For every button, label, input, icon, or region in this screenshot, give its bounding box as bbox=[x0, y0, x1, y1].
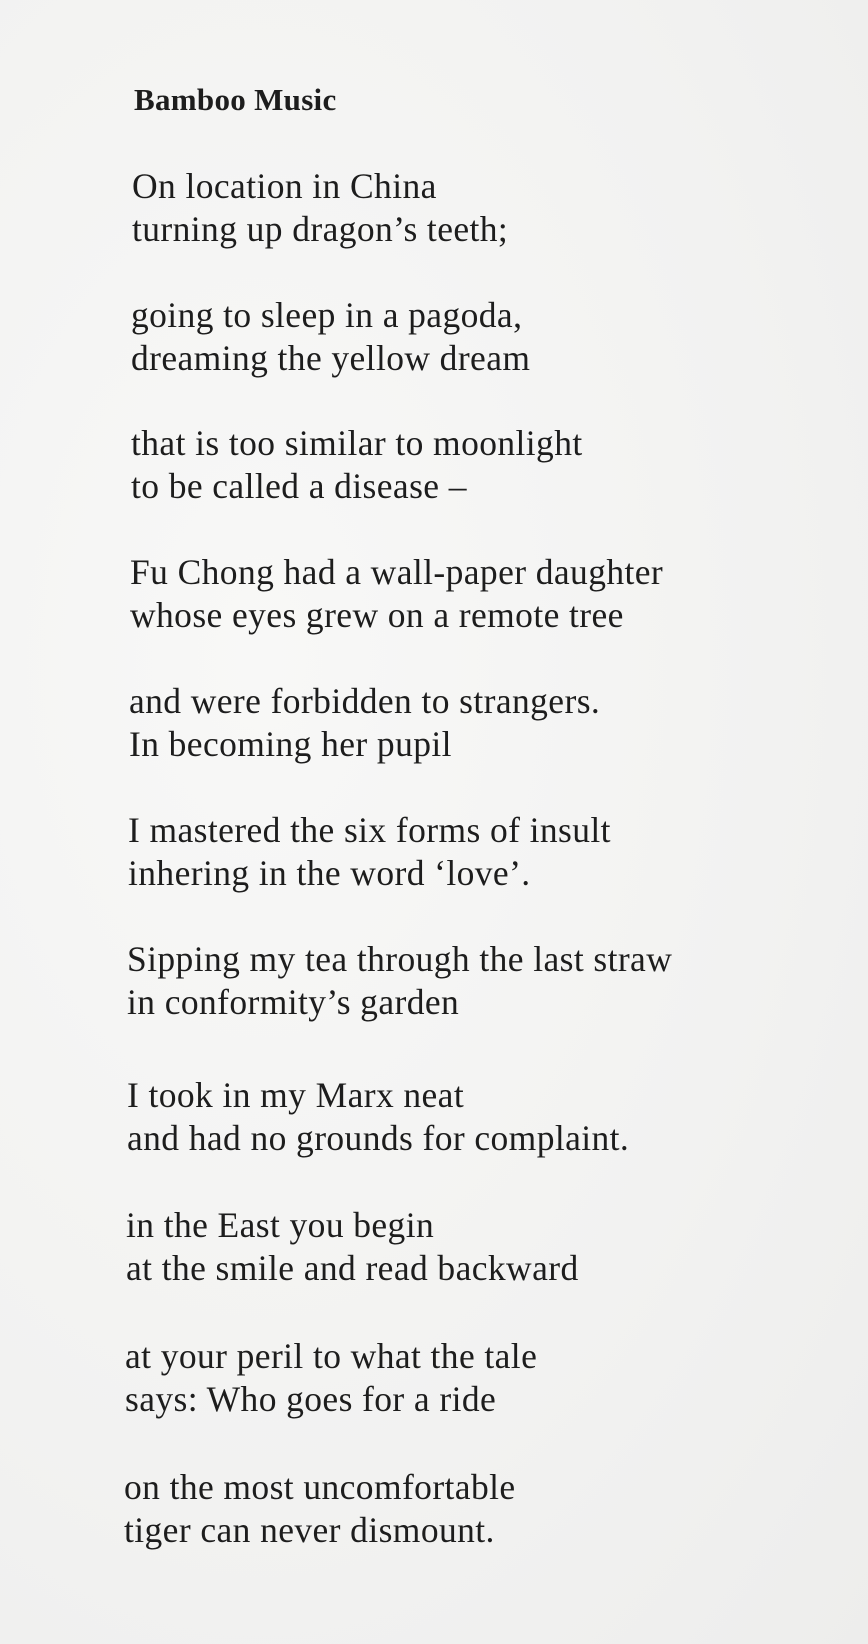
poem-line: I took in my Marx neat bbox=[127, 1075, 465, 1115]
poem-title: Bamboo Music bbox=[134, 82, 337, 117]
poem-line: to be called a disease – bbox=[131, 466, 467, 506]
poem-line: at the smile and read backward bbox=[126, 1248, 579, 1288]
poem-line: whose eyes grew on a remote tree bbox=[130, 595, 624, 635]
poem-line: that is too similar to moonlight bbox=[131, 423, 583, 463]
poem-line: and had no grounds for complaint. bbox=[127, 1118, 630, 1158]
stanza-6 bbox=[128, 809, 611, 895]
stanza-8 bbox=[127, 1074, 629, 1160]
poem-line: in the East you begin bbox=[126, 1205, 435, 1245]
stanza-11 bbox=[124, 1466, 516, 1552]
stanza-2 bbox=[131, 294, 530, 380]
stanza-9 bbox=[126, 1204, 579, 1290]
poem-line: inhering in the word ‘love’. bbox=[128, 853, 531, 893]
poem-line: I mastered the six forms of insult bbox=[128, 810, 611, 850]
poem-line: Sipping my tea through the last straw bbox=[127, 939, 673, 979]
poem-line: Fu Chong had a wall-paper daughter bbox=[130, 552, 664, 592]
stanza-3 bbox=[131, 422, 583, 508]
poem-line: at your peril to what the tale bbox=[125, 1336, 538, 1376]
poem-line: in conformity’s garden bbox=[127, 982, 460, 1022]
stanza-4 bbox=[130, 551, 663, 637]
poem-line: says: Who goes for a ride bbox=[125, 1379, 497, 1419]
poem-line: On location in China bbox=[132, 166, 437, 206]
stanza-10 bbox=[125, 1335, 537, 1421]
poem-line: dreaming the yellow dream bbox=[131, 338, 531, 378]
stanza-1 bbox=[132, 165, 508, 251]
poem-line: tiger can never dismount. bbox=[124, 1510, 495, 1550]
poem-line: going to sleep in a pagoda, bbox=[131, 295, 523, 335]
poem-line: on the most uncomfortable bbox=[124, 1467, 516, 1507]
stanza-5 bbox=[129, 680, 600, 766]
poem-line: turning up dragon’s teeth; bbox=[132, 209, 509, 249]
poem-line: In becoming her pupil bbox=[129, 724, 452, 764]
poem-line: and were forbidden to strangers. bbox=[129, 681, 601, 721]
stanza-7 bbox=[127, 938, 672, 1024]
